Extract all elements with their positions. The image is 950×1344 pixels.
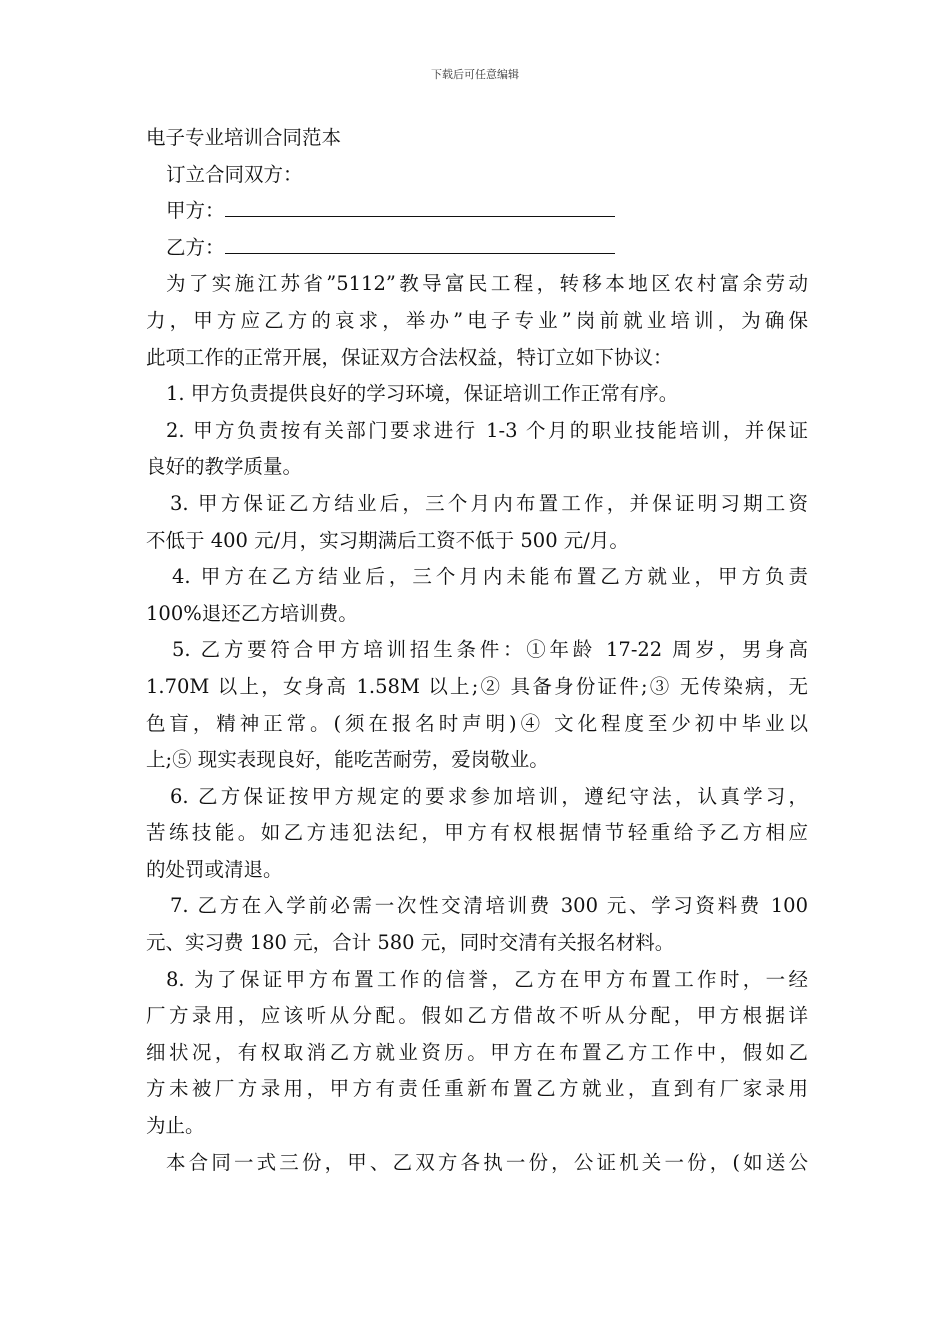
paragraph-line: 苦练技能。如乙方违犯法纪，甲方有权根据情节轻重给予乙方相应	[146, 821, 808, 845]
paragraph-line: 此项工作的正常开展，保证双方合法权益，特订立如下协议：	[146, 345, 673, 369]
paragraph-line: 100%退还乙方培训费。	[146, 601, 358, 625]
document-body	[146, 120, 808, 1181]
paragraph-line: 7. 乙方在入学前必需一次性交清培训费 300 元、学习资料费 100	[170, 894, 808, 918]
clause-2	[146, 413, 808, 486]
party-b-label: 乙方：	[166, 235, 225, 259]
paragraph-line: 2. 甲方负责按有关部门要求进行 1-3 个月的职业技能培训，并保证	[166, 418, 808, 442]
parties-heading: 订立合同双方：	[166, 162, 303, 186]
clause-7	[146, 888, 808, 961]
paragraph-line: 5. 乙方要符合甲方培训招生条件：①年龄 17-22 周岁，男身高	[172, 638, 808, 662]
paragraph-line: 3. 甲方保证乙方结业后，三个月内布置工作，并保证明习期工资	[170, 491, 808, 515]
paragraph-line: 元、实习费 180 元，合计 580 元，同时交清有关报名材料。	[146, 931, 675, 955]
paragraph-line: 为止。	[146, 1114, 205, 1138]
intro-paragraph	[146, 266, 808, 376]
paragraph-line: 厂方录用，应该听从分配。假如乙方借故不听从分配，甲方根据详	[146, 1004, 808, 1028]
party-b-blank	[225, 231, 615, 254]
paragraph-line: 不低于 400 元/月，实习期满后工资不低于 500 元/月。	[146, 528, 629, 552]
party-b-line	[146, 230, 808, 267]
document-title: 电子专业培训合同范本	[146, 126, 342, 149]
paragraph-line: 力，甲方应乙方的哀求，举办”电子专业”岗前就业培训，为确保	[146, 308, 808, 332]
clause-5	[146, 632, 808, 778]
paragraph-line: 6. 乙方保证按甲方规定的要求参加培训，遵纪守法，认真学习，	[170, 784, 808, 808]
page-header: 下载后可任意编辑	[431, 68, 519, 81]
party-a-blank	[225, 194, 615, 217]
paragraph-line: 方未被厂方录用，甲方有责任重新布置乙方就业，直到有厂家录用	[146, 1077, 808, 1101]
paragraph-line: 为了实施江苏省”5112”教导富民工程，转移本地区农村富余劳动	[166, 272, 808, 296]
paragraph-line: 4. 甲方在乙方结业后，三个月内未能布置乙方就业，甲方负责	[172, 565, 808, 589]
paragraph-line: 本合同一式三份，甲、乙双方各执一份，公证机关一份，(如送公	[166, 1150, 808, 1174]
clause-4	[146, 559, 808, 632]
paragraph-line: 1.70M 以上，女身高 1.58M 以上;② 具备身份证件;③ 无传染病，无	[146, 674, 808, 698]
paragraph-line: 的处罚或清退。	[146, 857, 283, 881]
clause-6	[146, 779, 808, 889]
paragraph-line: 上;⑤ 现实表现良好，能吃苦耐劳，爱岗敬业。	[146, 748, 549, 772]
clause-1	[146, 376, 808, 413]
party-a-label: 甲方：	[166, 199, 225, 223]
paragraph-line: 色盲，精神正常。(须在报名时声明)④ 文化程度至少初中毕业以	[146, 711, 808, 735]
clause-8	[146, 962, 808, 1145]
paragraph-line: 8. 为了保证甲方布置工作的信誉，乙方在甲方布置工作时，一经	[166, 967, 808, 991]
paragraph-line: 1. 甲方负责提供良好的学习环境，保证培训工作正常有序。	[166, 382, 679, 406]
party-a-line	[146, 193, 808, 230]
closing-paragraph	[146, 1145, 808, 1182]
paragraph-line: 良好的教学质量。	[146, 455, 303, 479]
clause-3	[146, 486, 808, 559]
paragraph-line: 细状况，有权取消乙方就业资历。甲方在布置乙方工作中，假如乙	[146, 1040, 808, 1064]
